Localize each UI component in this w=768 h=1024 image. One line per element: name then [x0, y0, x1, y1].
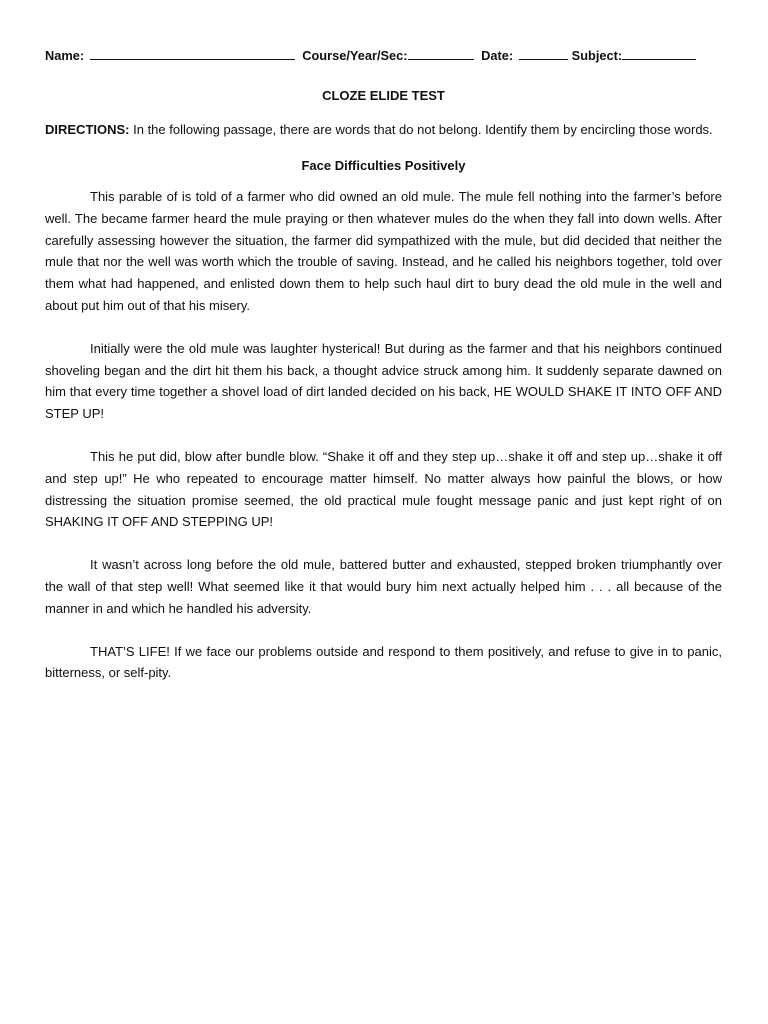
course-label: Course/Year/Sec:	[302, 48, 408, 63]
subject-blank[interactable]	[622, 46, 696, 60]
directions	[45, 120, 722, 140]
subject-label: Subject:	[571, 48, 623, 63]
passage-paragraph-5: THAT’S LIFE! If we face our problems outside and respond to them positively, and refuse to give in to panic, bitterness, or self-pity.	[45, 643, 722, 681]
header-fields	[45, 46, 722, 66]
passage-paragraph-4: It wasn’t across long before the old mule, battered butter and exhausted, stepped broken triumphantly over the wall of that step well! What seemed like it that would bury him next actually helped him . . . all because of the manner in and which he handled his adversity.	[45, 557, 722, 616]
passage-paragraph-2: Initially were the old mule was laughter hysterical! But during as the farmer and that his neighbors continued shoveling began and the dirt hit them his back, a thought advice struck among him. It suddenly separate dawned on him that every time together a shovel load of dirt landed decided on his back, HE WOULD SHAKE IT INTO OFF AND STEP UP!	[45, 340, 722, 422]
test-title: CLOZE ELIDE TEST	[322, 88, 445, 103]
course-blank[interactable]	[408, 46, 474, 60]
passage-paragraph-3: This he put did, blow after bundle blow. “Shake it off and they step up…shake it off and step up…shake it off and step up!” He who repeated to encourage matter himself. No matter always how painful the blows, or how distressing the situation promise seemed, the old practical mule fought message panic and just kept right of on SHAKING IT OFF AND STEPPING UP!	[45, 448, 722, 530]
date-blank[interactable]	[519, 46, 568, 60]
passage-paragraph-1: This parable of is told of a farmer who did owned an old mule. The mule fell nothing into the farmer’s before well. The became farmer heard the mule praying or then whatever mules do the when they fall into down wells. After carefully assessing however the situation, the farmer did sympathized with the mule, but did decided that neither the mule that nor the well was worth which the trouble of saving. Instead, and he called his neighbors together, told over them what had happened, and enlisted down them to help such haul dirt to bury dead the old mule in the well and about put him out of that his misery.	[45, 189, 722, 313]
directions-label: DIRECTIONS:	[45, 122, 130, 137]
name-label: Name:	[45, 48, 85, 63]
passage-title: Face Difficulties Positively	[301, 158, 466, 173]
date-label: Date:	[481, 48, 514, 63]
directions-text: In the following passage, there are words that do not belong. Identify them by encircling those words.	[129, 122, 713, 137]
name-blank[interactable]	[90, 46, 295, 60]
